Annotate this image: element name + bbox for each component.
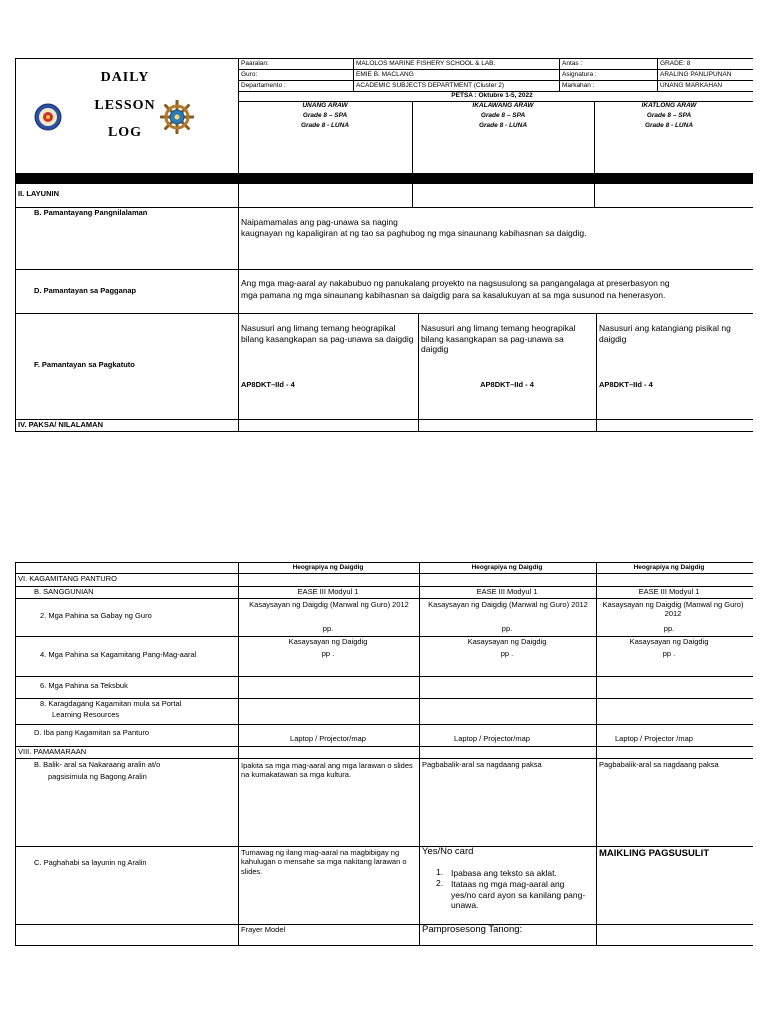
paghahabi-col1: Tumawag ng ilang mag-aaral na magbibigay ng kahulugan o mensahe sa mga nakitang larawan o slides. <box>241 848 407 876</box>
balik-aral-label-2: pagsisimula ng Bagong Aralin <box>48 772 147 781</box>
yes-no-item-1: Ipabasa ang teksto sa aklat. <box>451 868 557 878</box>
yes-no-item-2: Itataas ng mga mag-aaral ang yes/no card ayon sa kanilang pang-unawa. <box>451 879 586 911</box>
kagamitang-col1: Kasaysayan ng Daigdig <box>288 637 368 646</box>
guro-value: EMIE B. MACLANG <box>356 71 414 78</box>
day1-line2: Grade 8 - LUNA <box>300 122 350 129</box>
paksa-heading: IV. PAKSA/ NILALAMAN <box>18 420 104 429</box>
guro-label: Guro: <box>241 71 258 78</box>
asignatura-label: Asignatura : <box>562 71 597 78</box>
day3-line1: Grade 8 – SPA <box>646 112 692 119</box>
pamamaraan-heading: VIII. PAMAMARAAN <box>18 747 87 756</box>
maikling-pagsusulit: MAIKLING PAGSUSULIT <box>599 848 710 859</box>
paghahabi-label: C. Paghahabi sa layunin ng Aralin <box>34 858 147 867</box>
asignatura-value: ARALING PANLIPUNAN <box>660 71 732 78</box>
kagamitang-pp1: pp . <box>321 649 335 658</box>
gabay-guro-col1: Kasaysayan ng Daigdig (Manwal ng Guro) 2012 <box>249 600 409 609</box>
kagamitang-col2: Kasaysayan ng Daigdig <box>467 637 547 646</box>
iba-pang-col2: Laptop / Projector/map <box>454 734 530 743</box>
day1-line1: Grade 8 – SPA <box>302 112 348 119</box>
iba-pang-col3: Laptop / Projector /map <box>615 734 693 743</box>
b-text-1: Naipamamalas ang pag-unawa sa naging <box>241 217 398 227</box>
gabay-guro-label: 2. Mga Pahina sa Gabay ng Guro <box>40 611 152 620</box>
gabay-guro-pp2: pp. <box>501 624 513 633</box>
frayer-model: Frayer Model <box>241 925 286 934</box>
grade-value: GRADE: 8 <box>660 60 691 67</box>
title-daily: DAILY <box>100 70 150 85</box>
departamento-value: ACADEMIC SUBJECTS DEPARTMENT (Cluster 2) <box>356 82 505 89</box>
kagamitang-col3: Kasaysayan ng Daigdig <box>629 637 709 646</box>
d-text-2: mga pamana ng mga sinaunang kabihasnan sa daigdig para sa kasalukuyan at sa mga susunod na henerasyon. <box>241 290 666 300</box>
portal-label-1: 8. Karagdagang Kagamitan mula sa Portal <box>40 699 182 708</box>
gabay-guro-col2: Kasaysayan ng Daigdig (Manwal ng Guro) 2012 <box>428 600 588 609</box>
f-col2-text: Nasusuri ang limang temang heograpikal bilang kasangkapan sa pag-unawa sa daigdig <box>421 323 576 355</box>
petsa: PETSA : Oktubre 1-5, 2022 <box>451 92 533 99</box>
markahan-label: Markahan : <box>562 82 595 89</box>
yes-no-item-1-num: 1. <box>436 867 444 877</box>
pamprosesong-tanong: Pamprosesong Tanong: <box>422 924 523 935</box>
day2-line1: Grade 8 – SPA <box>480 112 526 119</box>
iba-pang-col1: Laptop / Projector/map <box>290 734 366 743</box>
day3-line2: Grade 8 - LUNA <box>644 122 694 129</box>
portal-label-2: Learning Resources <box>52 710 120 719</box>
day1-name: UNANG ARAW <box>302 102 348 109</box>
heograpiya-col2: Heograpiya ng Daigdig <box>471 564 543 571</box>
f-col1-code: AP8DKT–IId - 4 <box>241 380 295 389</box>
yes-no-card-title: Yes/No card <box>422 846 474 857</box>
gabay-guro-pp1: pp. <box>322 624 334 633</box>
teksbuk-label: 6. Mga Pahina sa Teksbuk <box>40 681 128 690</box>
day3-name: IKATLONG ARAW <box>641 102 697 109</box>
paaralan-label: Paaralan: <box>241 60 269 67</box>
markahan-value: UNANG MARKAHAN <box>660 82 723 89</box>
antas-label: Antas : <box>562 60 583 67</box>
f-col2-code: AP8DKT–IId - 4 <box>480 380 534 389</box>
b-label: B. Pamantayang Pangnilalaman <box>34 208 148 217</box>
kagamitan-heading: VI. KAGAMITANG PANTURO <box>18 574 117 583</box>
top-table <box>15 58 753 432</box>
f-col3-code: AP8DKT–IId - 4 <box>599 380 653 389</box>
departamento-label: Departamento : <box>241 82 286 89</box>
ease-col2: EASE III Modyul 1 <box>476 587 538 596</box>
heograpiya-col3: Heograpiya ng Daigdig <box>633 564 705 571</box>
f-col3-text: Nasusuri ang katangiang pisikal ng daigdig <box>599 323 731 344</box>
ease-col3: EASE III Modyul 1 <box>638 587 700 596</box>
f-col1-text: Nasusuri ang limang temang heograpikal bilang kasangkapan sa pag-unawa sa daigdig <box>241 323 414 344</box>
title-log: LOG <box>107 125 143 140</box>
yes-no-item-2-num: 2. <box>436 878 444 888</box>
day2-name: IKALAWANG ARAW <box>472 102 534 109</box>
balik-aral-label-1: B. Balik- aral sa Nakaraang aralin at/o <box>34 760 161 769</box>
kagamitang-mag-aaral-label: 4. Mga Pahina sa Kagamitang Pang-Mag-aaral <box>40 650 197 659</box>
d-text-1: Ang mga mag-aaral ay nakabubuo ng panukalang proyekto na nagsusulong sa pangangalaga at preserbasyon ng <box>241 278 670 288</box>
title-lesson: LESSON <box>94 98 156 113</box>
day2-line2: Grade 8 - LUNA <box>478 122 528 129</box>
sanggunian-label: B. SANGGUNIAN <box>34 587 94 596</box>
kagamitang-pp2: pp . <box>500 649 514 658</box>
paaralan-value: MALOLOS MARINE FISHERY SCHOOL & LAB. <box>356 60 496 67</box>
layunin-heading: II. LAYUNIN <box>18 189 59 198</box>
balik-aral-col3: Pagbabalik-aral sa nagdaang paksa <box>599 760 719 769</box>
divider-band <box>15 173 753 184</box>
gabay-guro-pp3: pp. <box>663 624 675 633</box>
b-text-2: kaugnayan ng kapaligiran at ng tao sa paghubog ng mga sinaunang kabihasnan sa daigdig. <box>241 228 587 238</box>
kagamitang-pp3: pp . <box>662 649 676 658</box>
ease-col1: EASE III Modyul 1 <box>297 587 359 596</box>
balik-aral-col2: Pagbabalik-aral sa nagdaang paksa <box>422 760 542 769</box>
ship-wheel-icon <box>160 100 194 134</box>
f-label: F. Pamantayan sa Pagkatuto <box>34 360 135 369</box>
balik-aral-col1: Ipakita sa mga mag-aaral ang mga larawan o slides na kumakatawan sa mga kultura. <box>241 761 413 780</box>
gabay-guro-col3: Kasaysayan ng Daigdig (Manwal ng Guro) 2012 <box>602 600 744 619</box>
heograpiya-col1: Heograpiya ng Daigdig <box>292 564 364 571</box>
iba-pang-kagamitan-label: D. Iba pang Kagamitan sa Panturo <box>34 728 150 737</box>
deped-seal-icon <box>34 103 62 131</box>
d-label: D. Pamantayan sa Pagganap <box>34 286 137 295</box>
